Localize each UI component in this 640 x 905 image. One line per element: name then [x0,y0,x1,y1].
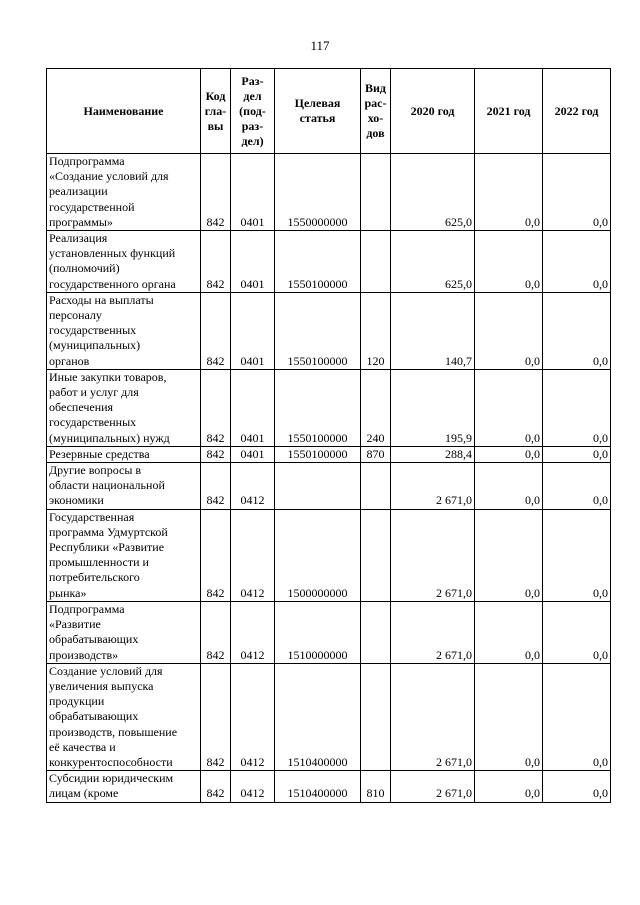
table-row [47,771,611,802]
cell-year-2022: 0,0 [543,292,611,369]
cell-year-2021: 0,0 [475,231,543,293]
cell-year-2022: 0,0 [543,369,611,446]
table-row [47,154,611,231]
cell-section: 0412 [231,601,275,663]
cell-section: 0412 [231,663,275,770]
header-year-2020: 2020 год [391,69,475,154]
table-row [47,463,611,510]
cell-chapter-code: 842 [201,446,231,462]
table-row [47,663,611,770]
table-row [47,601,611,663]
header-expense-type: Вид рас- хо- дов [361,69,391,154]
cell-year-2021: 0,0 [475,771,543,802]
cell-target-article: 1510400000 [275,771,361,802]
table-row [47,446,611,462]
cell-year-2021: 0,0 [475,601,543,663]
cell-expense-type: 120 [361,292,391,369]
header-year-2022: 2022 год [543,69,611,154]
table-row [47,292,611,369]
cell-target-article: 1510400000 [275,663,361,770]
cell-year-2022: 0,0 [543,771,611,802]
cell-year-2020: 2 671,0 [391,601,475,663]
budget-table [46,68,611,803]
cell-year-2020: 2 671,0 [391,463,475,510]
cell-section: 0401 [231,154,275,231]
table-row [47,509,611,601]
cell-expense-type: 870 [361,446,391,462]
cell-target-article: 1550100000 [275,292,361,369]
cell-year-2020: 625,0 [391,231,475,293]
cell-year-2020: 195,9 [391,369,475,446]
cell-chapter-code: 842 [201,463,231,510]
cell-section: 0401 [231,446,275,462]
cell-year-2021: 0,0 [475,509,543,601]
cell-expense-type [361,154,391,231]
cell-chapter-code: 842 [201,509,231,601]
cell-expense-type [361,463,391,510]
cell-year-2021: 0,0 [475,663,543,770]
cell-name: Другие вопросы в области национальной экономики [47,463,201,510]
cell-year-2020: 2 671,0 [391,771,475,802]
cell-target-article: 1550000000 [275,154,361,231]
cell-chapter-code: 842 [201,601,231,663]
table-row [47,231,611,293]
cell-section: 0401 [231,292,275,369]
cell-section: 0412 [231,509,275,601]
cell-year-2022: 0,0 [543,509,611,601]
cell-year-2020: 288,4 [391,446,475,462]
cell-year-2021: 0,0 [475,446,543,462]
cell-name: Реализация установленных функций (полномочий) государственного органа [47,231,201,293]
header-chapter-code: Код гла- вы [201,69,231,154]
cell-expense-type [361,509,391,601]
cell-year-2022: 0,0 [543,663,611,770]
cell-year-2022: 0,0 [543,231,611,293]
cell-year-2020: 2 671,0 [391,509,475,601]
cell-name: Расходы на выплаты персоналу государственных (муниципальных) органов [47,292,201,369]
header-section: Раз- дел (под- раз- дел) [231,69,275,154]
cell-name: Субсидии юридическим лицам (кроме [47,771,201,802]
cell-year-2022: 0,0 [543,446,611,462]
header-year-2021: 2021 год [475,69,543,154]
cell-year-2021: 0,0 [475,369,543,446]
cell-year-2020: 2 671,0 [391,663,475,770]
cell-expense-type [361,601,391,663]
cell-expense-type: 810 [361,771,391,802]
cell-target-article: 1500000000 [275,509,361,601]
cell-name: Создание условий для увеличения выпуска продукции обрабатывающих производств, повышение её качества и конкурентоспособности [47,663,201,770]
page-number: 117 [310,38,330,53]
cell-year-2021: 0,0 [475,463,543,510]
cell-target-article: 1550100000 [275,231,361,293]
cell-chapter-code: 842 [201,292,231,369]
cell-chapter-code: 842 [201,771,231,802]
cell-year-2021: 0,0 [475,292,543,369]
cell-name: Подпрограмма «Создание условий для реализации государственной программы» [47,154,201,231]
cell-chapter-code: 842 [201,154,231,231]
cell-chapter-code: 842 [201,369,231,446]
table-header-row [47,69,611,154]
cell-target-article [275,463,361,510]
cell-expense-type [361,231,391,293]
cell-target-article: 1510000000 [275,601,361,663]
cell-name: Подпрограмма «Развитие обрабатывающих производств» [47,601,201,663]
cell-section: 0401 [231,369,275,446]
cell-name: Иные закупки товаров, работ и услуг для обеспечения государственных (муниципальных) нужд [47,369,201,446]
cell-name: Государственная программа Удмуртской Республики «Развитие промышленности и потребительского рынка» [47,509,201,601]
cell-section: 0401 [231,231,275,293]
cell-section: 0412 [231,771,275,802]
cell-chapter-code: 842 [201,663,231,770]
cell-year-2020: 625,0 [391,154,475,231]
cell-target-article: 1550100000 [275,446,361,462]
cell-year-2021: 0,0 [475,154,543,231]
cell-target-article: 1550100000 [275,369,361,446]
cell-name: Резервные средства [47,446,201,462]
header-target-article: Целевая статья [275,69,361,154]
table-row [47,369,611,446]
header-name: Наименование [47,69,201,154]
cell-section: 0412 [231,463,275,510]
cell-expense-type: 240 [361,369,391,446]
cell-year-2022: 0,0 [543,601,611,663]
cell-year-2020: 140,7 [391,292,475,369]
cell-year-2022: 0,0 [543,154,611,231]
cell-year-2022: 0,0 [543,463,611,510]
cell-chapter-code: 842 [201,231,231,293]
cell-expense-type [361,663,391,770]
